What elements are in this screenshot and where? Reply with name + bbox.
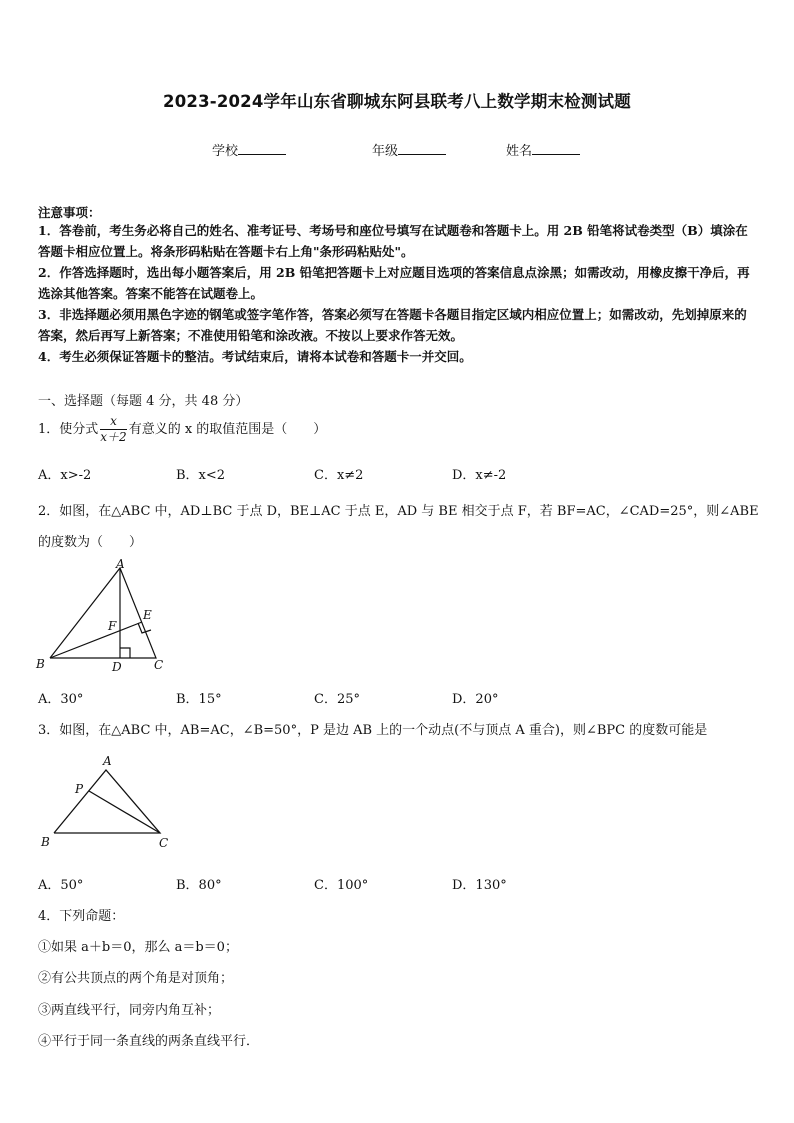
notice-item-3: 3．非选择题必须用黑色字迹的钢笔或签字笔作答，答案必须写在答题卡各题目指定区域内相应位置上；如需改动，先划掉原来的答案，然后再写上新答案；不准使用铅笔和涂改液。不按以上要求作答无效。 [38, 307, 747, 343]
q3-option-c: C．100° [314, 878, 369, 893]
q3-label-c: C [159, 836, 169, 850]
q2-label-b: B [36, 657, 45, 671]
grade-field [372, 140, 446, 159]
q2-option-c: C．25° [314, 692, 360, 707]
q2-option-b: B．15° [176, 692, 222, 707]
q3-option-d: D．130° [452, 878, 507, 893]
name-blank [532, 143, 580, 155]
notice-item-2: 2．作答选择题时，选出每小题答案后，用 2B 铅笔把答题卡上对应题目选项的答案信息点涂黑；如需改动，用橡皮擦干净后，再选涂其他答案。答案不能答在试题卷上。 [38, 265, 750, 301]
q2-triangle-figure [30, 556, 180, 676]
q1-option-d: D．x≠-2 [452, 468, 507, 483]
q2-label-c: C [154, 658, 164, 672]
name-field [506, 140, 580, 159]
question-1 [38, 414, 326, 445]
q3-label-p: P [75, 782, 84, 796]
notice-item-4: 4．考生必须保证答题卡的整洁。考试结束后，请将本试卷和答题卡一并交回。 [38, 349, 472, 364]
name-label: 姓名 [506, 144, 533, 159]
question-2-line2: 的度数为（ ） [38, 535, 143, 550]
question-2-line1: 2．如图，在△ABC 中，AD⊥BC 于点 D，BE⊥AC 于点 E，AD 与 BE 相交于点 F，若 BF=AC，∠CAD=25°，则∠ABE [38, 504, 759, 519]
question-3: 3．如图，在△ABC 中，AB=AC，∠B=50°，P 是边 AB 上的一个动点(不与顶点 A 重合)，则∠BPC 的度数可能是 [38, 723, 708, 738]
q2-triangle-abc [50, 568, 156, 658]
q4-item-2: ②有公共顶点的两个角是对顶角； [38, 971, 234, 986]
q1-prefix: 1．使分式 [38, 422, 99, 437]
q2-label-e: E [143, 608, 152, 622]
q1-option-b: B．x<2 [176, 468, 226, 483]
q3-option-b: B．80° [176, 878, 222, 893]
q3-label-a: A [103, 754, 112, 768]
q4-item-1: ①如果 a＋b＝0，那么 a＝b＝0； [38, 940, 238, 955]
grade-label: 年级 [372, 144, 399, 159]
q1-fraction [100, 414, 126, 445]
q3-triangle-figure [36, 752, 182, 856]
question-4: 4．下列命题： [38, 909, 125, 924]
q2-label-f: F [108, 619, 117, 633]
q3-option-a: A．50° [38, 878, 84, 893]
q2-right-angle-d [120, 648, 130, 658]
grade-blank [398, 143, 446, 155]
q2-option-a: A．30° [38, 692, 84, 707]
q1-frac-num: x [100, 414, 126, 430]
school-label: 学校 [212, 144, 239, 159]
q4-item-3: ③两直线平行，同旁内角互补； [38, 1003, 221, 1018]
q2-option-d: D．20° [452, 692, 499, 707]
q2-label-a: A [116, 557, 125, 571]
page-title: 2023-2024学年山东省聊城东阿县联考八上数学期末检测试题 [163, 92, 631, 111]
q2-label-d: D [112, 660, 122, 674]
q1-frac-den: x＋2 [100, 430, 127, 444]
q3-label-b: B [41, 835, 50, 849]
school-field [212, 140, 286, 159]
q1-suffix: 有意义的 x 的取值范围是（ ） [128, 422, 327, 437]
notice-item-1: 1．答卷前，考生务必将自己的姓名、准考证号、考场号和座位号填写在试题卷和答题卡上。用 2B 铅笔将试卷类型（B）填涂在答题卡相应位置上。将条形码粘贴在答题卡右上角"条形码粘贴处"。 [38, 223, 748, 259]
q3-segment-pc [89, 791, 160, 833]
notice-heading: 注意事项： [38, 205, 101, 220]
q4-item-4: ④平行于同一条直线的两条直线平行． [38, 1034, 260, 1049]
q1-option-c: C．x≠2 [314, 468, 364, 483]
section-heading: 一、选择题（每题 4 分，共 48 分） [38, 394, 249, 409]
q1-option-a: A．x>-2 [38, 468, 92, 483]
school-blank [238, 143, 286, 155]
